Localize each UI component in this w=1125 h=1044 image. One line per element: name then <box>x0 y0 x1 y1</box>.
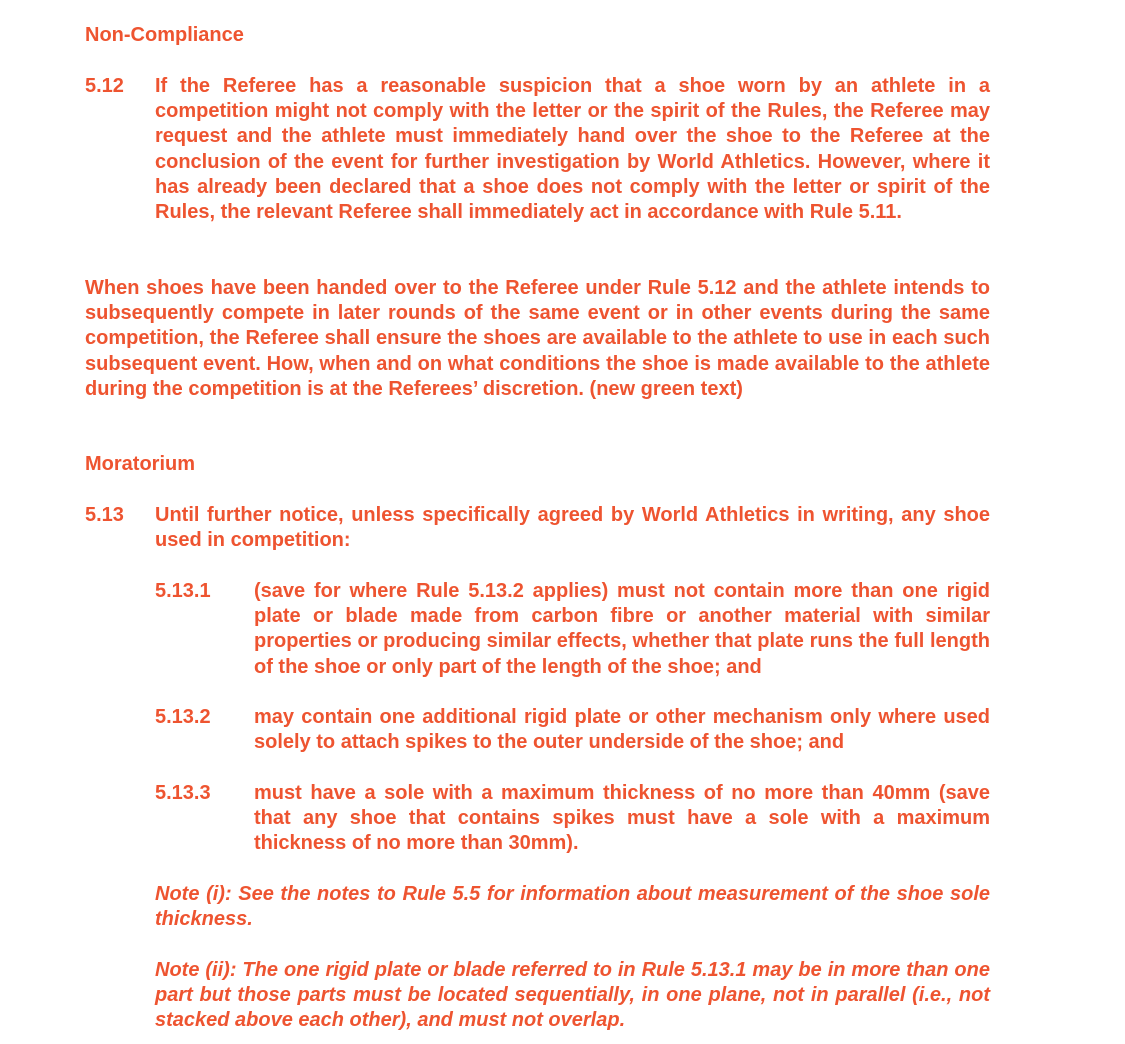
rule-text: Until further notice, unless specifically agreed by World Athletics in writing, any shoe used in competition: <box>155 504 990 552</box>
section-heading-moratorium: Moratorium <box>85 453 195 475</box>
section-heading-non-compliance: Non-Compliance <box>85 24 244 46</box>
rule-number: 5.12 <box>85 75 124 97</box>
subrule-text: must have a sole with a maximum thickness of no more than 40mm (save that any shoe that contains spikes must have a sole with a maximum thickness of no more than 30mm). <box>254 782 990 855</box>
subrule-number: 5.13.1 <box>155 580 211 602</box>
subrule-text: (save for where Rule 5.13.2 applies) must not contain more than one rigid plate or blade made from carbon fibre or another material with similar properties or producing similar effects, whether that plate runs the full length of the shoe or only part of the length of the shoe; and <box>254 580 990 678</box>
handover-paragraph: When shoes have been handed over to the Referee under Rule 5.12 and the athlete intends to subsequently compete in later rounds of the same event or in other events during the same competition, the Referee shall ensure the shoes are available to the athlete to use in each such subsequent event. How, when and on what conditions the shoe is made available to the athlete during the competition is at the Referees’ discretion. (new green text) <box>85 277 990 400</box>
rule-number: 5.13 <box>85 504 124 526</box>
subrule-text: may contain one additional rigid plate or other mechanism only where used solely to attach spikes to the outer underside of the shoe; and <box>254 706 990 754</box>
note-i: Note (i): See the notes to Rule 5.5 for information about measurement of the shoe sole thickness. <box>155 883 990 931</box>
subrule-number: 5.13.2 <box>155 706 211 728</box>
rule-text: If the Referee has a reasonable suspicion that a shoe worn by an athlete in a competition might not comply with the letter or the spirit of the Rules, the Referee may request and the athlete must immediately hand over the shoe to the Referee at the conclusion of the event for further investigation by World Athletics. However, where it has already been declared that a shoe does not comply with the letter or spirit of the Rules, the relevant Referee shall immediately act in accordance with Rule 5.11. <box>155 75 990 224</box>
note-ii: Note (ii): The one rigid plate or blade referred to in Rule 5.13.1 may be in more than one part but those parts must be located sequentially, in one plane, not in parallel (i.e., not stacked above each other), and must not overlap. <box>155 959 990 1032</box>
subrule-number: 5.13.3 <box>155 782 211 804</box>
